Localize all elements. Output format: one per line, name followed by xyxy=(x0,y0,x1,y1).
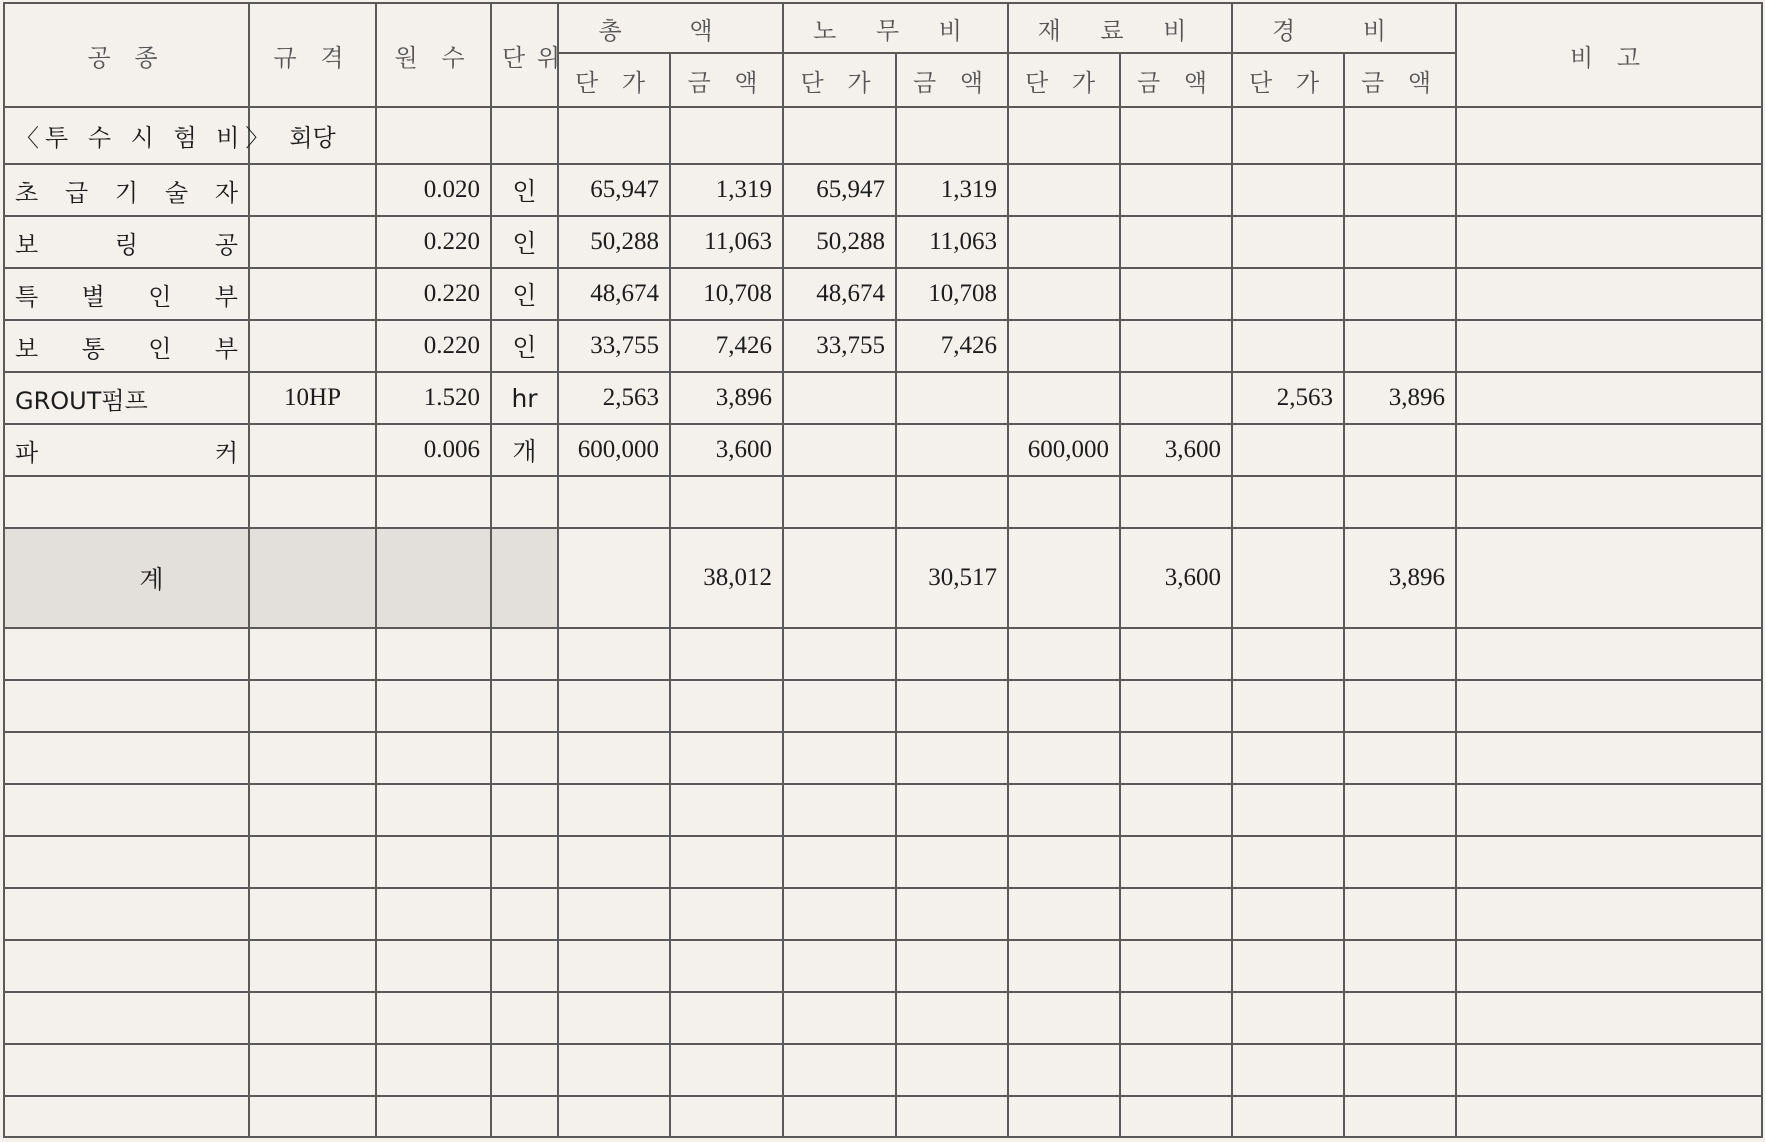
cell-labor-amount xyxy=(896,372,1008,424)
cell-spec xyxy=(249,424,376,476)
cell-item xyxy=(4,424,249,476)
cell-expense-amount xyxy=(1344,216,1456,268)
cell-item xyxy=(4,268,249,320)
table-row xyxy=(4,320,1762,372)
cell-unit: 인 xyxy=(491,268,558,320)
cell-expense-unit-price xyxy=(1232,216,1344,268)
header-remarks: 비 고 xyxy=(1456,3,1762,107)
cell-labor-amount: 7,426 xyxy=(896,320,1008,372)
cell-remarks xyxy=(1456,320,1762,372)
cell-remarks xyxy=(1456,164,1762,216)
cell-expense-amount xyxy=(1344,320,1456,372)
cell-item xyxy=(4,164,249,216)
cell-total-unit-price: 48,674 xyxy=(558,268,670,320)
table-row xyxy=(4,164,1762,216)
cell-expense-unit-price xyxy=(1232,164,1344,216)
cell-labor-amount: 1,319 xyxy=(896,164,1008,216)
cell-labor-unit-price: 50,288 xyxy=(783,216,896,268)
table-row xyxy=(4,372,1762,424)
total-amount: 38,012 xyxy=(670,528,783,628)
header-material-unit-price: 단 가 xyxy=(1008,53,1120,107)
cell-quantity: 0.220 xyxy=(376,320,491,372)
section-title: 〈투 수 시 험 비〉 xyxy=(4,107,249,164)
cell-item xyxy=(4,320,249,372)
header-material: 재 료 비 xyxy=(1008,3,1232,53)
cell-material-unit-price xyxy=(1008,268,1120,320)
table-row xyxy=(4,268,1762,320)
empty-row xyxy=(4,680,1762,732)
empty-row xyxy=(4,1044,1762,1096)
cell-material-amount xyxy=(1120,320,1232,372)
empty-row xyxy=(4,732,1762,784)
cell-labor-amount: 11,063 xyxy=(896,216,1008,268)
cell-material-amount: 3,600 xyxy=(1120,424,1232,476)
header-total-unit-price: 단 가 xyxy=(558,53,670,107)
cell-labor-unit-price: 33,755 xyxy=(783,320,896,372)
header-total: 총 액 xyxy=(558,3,783,53)
item-label: 보 링 공 xyxy=(15,230,238,259)
header-spec: 규 격 xyxy=(249,3,376,107)
table-row xyxy=(4,216,1762,268)
cell-labor-unit-price: 48,674 xyxy=(783,268,896,320)
empty-row xyxy=(4,1096,1762,1137)
cell-total-amount: 11,063 xyxy=(670,216,783,268)
cell-unit: 인 xyxy=(491,320,558,372)
header-labor: 노 무 비 xyxy=(783,3,1008,53)
cost-table xyxy=(3,2,1763,1138)
cell-item: GROUT펌프 xyxy=(4,372,249,424)
cell-material-unit-price xyxy=(1008,164,1120,216)
cell-unit: hr xyxy=(491,372,558,424)
total-expense-amount: 3,896 xyxy=(1344,528,1456,628)
cell-material-amount xyxy=(1120,372,1232,424)
header-item: 공 종 xyxy=(4,3,249,107)
cell-expense-unit-price xyxy=(1232,320,1344,372)
cell-material-unit-price xyxy=(1008,372,1120,424)
cell-total-unit-price: 65,947 xyxy=(558,164,670,216)
section-row xyxy=(4,107,1762,164)
cell-expense-amount xyxy=(1344,268,1456,320)
item-label: 초 급 기 술 자 xyxy=(15,178,238,207)
table-row xyxy=(4,424,1762,476)
cell-remarks xyxy=(1456,216,1762,268)
header-unit: 단 위 xyxy=(491,3,558,107)
cell-remarks xyxy=(1456,424,1762,476)
header-labor-amount: 금 액 xyxy=(896,53,1008,107)
empty-row xyxy=(4,888,1762,940)
cell-remarks xyxy=(1456,372,1762,424)
cell-labor-unit-price xyxy=(783,424,896,476)
empty-row xyxy=(4,476,1762,528)
header-expense: 경 비 xyxy=(1232,3,1456,53)
total-labor-amount: 30,517 xyxy=(896,528,1008,628)
cell-total-amount: 1,319 xyxy=(670,164,783,216)
cell-unit: 인 xyxy=(491,164,558,216)
cell-spec xyxy=(249,164,376,216)
cell-labor-unit-price xyxy=(783,372,896,424)
header-labor-unit-price: 단 가 xyxy=(783,53,896,107)
cell-spec: 10HP xyxy=(249,372,376,424)
header-expense-amount: 금 액 xyxy=(1344,53,1456,107)
cell-total-unit-price: 50,288 xyxy=(558,216,670,268)
cell-unit: 인 xyxy=(491,216,558,268)
item-label: 파 커 xyxy=(15,438,238,467)
cell-quantity: 0.020 xyxy=(376,164,491,216)
header-expense-unit-price: 단 가 xyxy=(1232,53,1344,107)
cell-material-unit-price: 600,000 xyxy=(1008,424,1120,476)
cell-total-unit-price: 33,755 xyxy=(558,320,670,372)
empty-row xyxy=(4,836,1762,888)
cell-quantity: 0.220 xyxy=(376,216,491,268)
cell-total-amount: 10,708 xyxy=(670,268,783,320)
cell-total-amount: 3,896 xyxy=(670,372,783,424)
cell-total-unit-price: 2,563 xyxy=(558,372,670,424)
cell-expense-amount xyxy=(1344,164,1456,216)
cell-labor-unit-price: 65,947 xyxy=(783,164,896,216)
cell-material-amount xyxy=(1120,164,1232,216)
cell-total-unit-price: 600,000 xyxy=(558,424,670,476)
cell-quantity: 1.520 xyxy=(376,372,491,424)
header-total-amount: 금 액 xyxy=(670,53,783,107)
cell-total-amount: 3,600 xyxy=(670,424,783,476)
cell-expense-unit-price xyxy=(1232,268,1344,320)
cell-quantity: 0.220 xyxy=(376,268,491,320)
header-quantity: 원 수 xyxy=(376,3,491,107)
item-label: 특 별 인 부 xyxy=(15,282,238,311)
cell-quantity: 0.006 xyxy=(376,424,491,476)
empty-row xyxy=(4,940,1762,992)
cell-expense-amount xyxy=(1344,424,1456,476)
cell-expense-unit-price xyxy=(1232,424,1344,476)
cell-spec xyxy=(249,216,376,268)
total-row xyxy=(4,528,1762,628)
empty-row xyxy=(4,784,1762,836)
cell-item xyxy=(4,216,249,268)
cell-material-unit-price xyxy=(1008,216,1120,268)
section-basis: 회당 xyxy=(249,107,376,164)
cell-expense-amount: 3,896 xyxy=(1344,372,1456,424)
cell-material-amount xyxy=(1120,216,1232,268)
cell-labor-amount xyxy=(896,424,1008,476)
cell-total-amount: 7,426 xyxy=(670,320,783,372)
total-label: 계 xyxy=(4,528,249,628)
cell-labor-amount: 10,708 xyxy=(896,268,1008,320)
header-material-amount: 금 액 xyxy=(1120,53,1232,107)
cell-unit: 개 xyxy=(491,424,558,476)
cell-remarks xyxy=(1456,268,1762,320)
cell-expense-unit-price: 2,563 xyxy=(1232,372,1344,424)
empty-row xyxy=(4,992,1762,1044)
empty-row xyxy=(4,628,1762,680)
cell-spec xyxy=(249,320,376,372)
total-material-amount: 3,600 xyxy=(1120,528,1232,628)
cell-spec xyxy=(249,268,376,320)
cell-material-amount xyxy=(1120,268,1232,320)
cell-material-unit-price xyxy=(1008,320,1120,372)
item-label: 보 통 인 부 xyxy=(15,334,238,363)
